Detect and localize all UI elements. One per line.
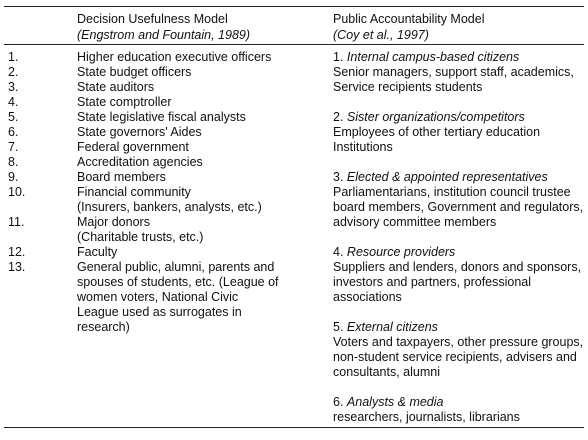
right-group-heading: Analysts & media [346, 395, 444, 409]
left-header-title: Decision Usefulness Model [77, 12, 228, 26]
left-item-number: 10. [8, 185, 26, 199]
right-group-heading: Internal campus-based citizens [346, 50, 520, 64]
right-column-header [333, 11, 484, 43]
left-list-item [8, 65, 308, 80]
right-header-title: Public Accountability Model [333, 12, 485, 26]
bottom-rule [4, 427, 584, 428]
right-group-number: 6. [333, 395, 344, 409]
right-group-heading: Resource providers [346, 245, 456, 259]
right-group-number: 3. [333, 170, 344, 184]
left-item-text: General public, alumni, parents and spouses of students, etc. (League of women voters, National Civic League used as surrogates in research) [77, 260, 279, 334]
right-group-title [333, 170, 588, 185]
right-group [333, 170, 588, 230]
decision-usefulness-list [8, 50, 308, 335]
right-group-number: 2. [333, 110, 344, 124]
right-group-body: Suppliers and lenders, donors and sponsors, investors and partners, professional associations [333, 260, 582, 304]
right-group-body: Parliamentarians, institution council trustee board members, Government and regulators, advisory committee members [333, 185, 584, 229]
left-item-number: 12. [8, 245, 26, 259]
public-accountability-list [333, 50, 588, 440]
left-list-item [8, 170, 308, 185]
left-list-item [8, 125, 308, 140]
right-group-title [333, 320, 588, 335]
right-group-number: 5. [333, 320, 344, 334]
left-item-number: 6. [8, 125, 19, 139]
right-group-title [333, 110, 588, 125]
right-group-heading: Elected & appointed representatives [346, 170, 548, 184]
left-list-item [8, 80, 308, 95]
right-group [333, 395, 588, 425]
right-group [333, 245, 588, 305]
header-rule [4, 44, 584, 45]
left-item-number: 4. [8, 95, 19, 109]
right-group-body: Voters and taxpayers, other pressure groups, non-student service recipients, advisers and consultants, alumni [333, 335, 584, 379]
left-item-number: 13. [8, 260, 26, 274]
right-group-title [333, 50, 588, 65]
left-item-number: 7. [8, 140, 19, 154]
right-group-body: Employees of other tertiary education Institutions [333, 125, 541, 154]
left-list-item [8, 110, 308, 125]
left-item-number: 8. [8, 155, 19, 169]
left-item-text: Federal government [77, 140, 189, 154]
right-group-body: researchers, journalists, librarians [333, 410, 520, 424]
left-item-text: Financial community (Insurers, bankers, analysts, etc.) [77, 185, 262, 214]
right-group [333, 50, 588, 95]
right-group-number: 1. [333, 50, 344, 64]
left-item-text: Faculty [77, 245, 118, 259]
right-group-heading: Sister organizations/competitors [346, 110, 525, 124]
left-list-item [8, 50, 308, 65]
left-item-number: 1. [8, 50, 19, 64]
left-list-item [8, 215, 308, 245]
left-list-item [8, 155, 308, 170]
left-column-header [77, 11, 250, 43]
right-group-title [333, 245, 588, 260]
left-item-number: 9. [8, 170, 19, 184]
top-rule [4, 6, 584, 7]
left-item-number: 11. [8, 215, 25, 229]
left-item-text: Major donors (Charitable trusts, etc.) [77, 215, 204, 244]
left-item-number: 3. [8, 80, 19, 94]
right-header-citation: (Coy et al., 1997) [333, 28, 429, 42]
left-item-text: Accreditation agencies [77, 155, 203, 169]
left-item-text: State auditors [77, 80, 155, 94]
right-group-heading: External citizens [346, 320, 438, 334]
left-list-item [8, 245, 308, 260]
left-list-item [8, 95, 308, 110]
left-item-text: State legislative fiscal analysts [77, 110, 246, 124]
left-item-text: Board members [77, 170, 166, 184]
right-group-number: 4. [333, 245, 344, 259]
left-item-text: Higher education executive officers [77, 50, 272, 64]
right-group-title [333, 395, 588, 410]
left-item-text: State comptroller [77, 95, 172, 109]
left-item-number: 5. [8, 110, 19, 124]
right-group [333, 320, 588, 380]
left-item-number: 2. [8, 65, 19, 79]
left-list-item [8, 185, 308, 215]
left-list-item [8, 140, 308, 155]
left-header-citation: (Engstrom and Fountain, 1989) [77, 28, 251, 42]
left-item-text: State budget officers [77, 65, 192, 79]
right-group-body: Senior managers, support staff, academics, Service recipients students [333, 65, 574, 94]
right-group [333, 110, 588, 155]
left-list-item [8, 260, 308, 335]
left-item-text: State governors' Aides [77, 125, 202, 139]
